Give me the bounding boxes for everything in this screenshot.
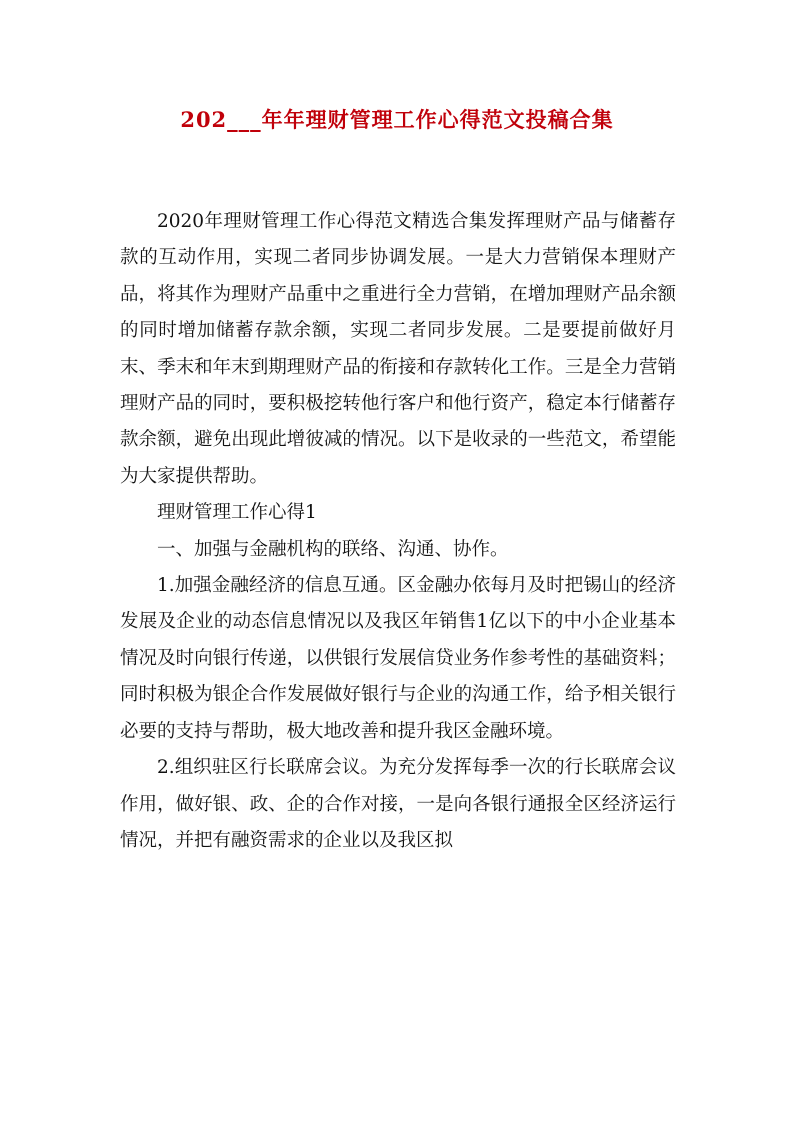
paragraph-item-2: 2.组织驻区行长联席会议。为充分发挥每季一次的行长联席会议作用，做好银、政、企的合作对接，一是向各银行通报全区经济运行情况，并把有融资需求的企业以及我区拟: [120, 757, 676, 851]
paragraph-item-1: 1.加强金融经济的信息互通。区金融办依每月及时把锡山的经济发展及企业的动态信息情况以及我区年销售1亿以下的中小企业基本情况及时向银行传递，以供银行发展信贷业务作参考性的基础资料；同时积极为银企合作发展做好银行与企业的沟通工作，给予相关银行必要的支持与帮助，极大地改善和提升我区金融环境。: [120, 575, 676, 742]
section-heading: 理财管理工作心得1: [157, 502, 317, 524]
subsection-heading: 一、加强与金融机构的联络、沟通、协作。: [157, 538, 509, 560]
paragraph-intro: 2020年理财管理工作心得范文精选合集发挥理财产品与储蓄存款的互动作用，实现二者同步协调发展。一是大力营销保本理财产品，将其作为理财产品重中之重进行全力营销，在增加理财产品余额的同时增加储蓄存款余额，实现二者同步发展。二是要提前做好月末、季末和年末到期理财产品的衔接和存款转化工作。三是全力营销理财产品的同时，要积极挖转他行客户和他行资产，稳定本行储蓄存款余额，避免出现此增彼减的情况。以下是收录的一些范文，希望能为大家提供帮助。: [120, 211, 676, 487]
document-body: [120, 204, 676, 859]
document-title: 202___年年理财管理工作心得范文投稿合集: [180, 107, 614, 132]
